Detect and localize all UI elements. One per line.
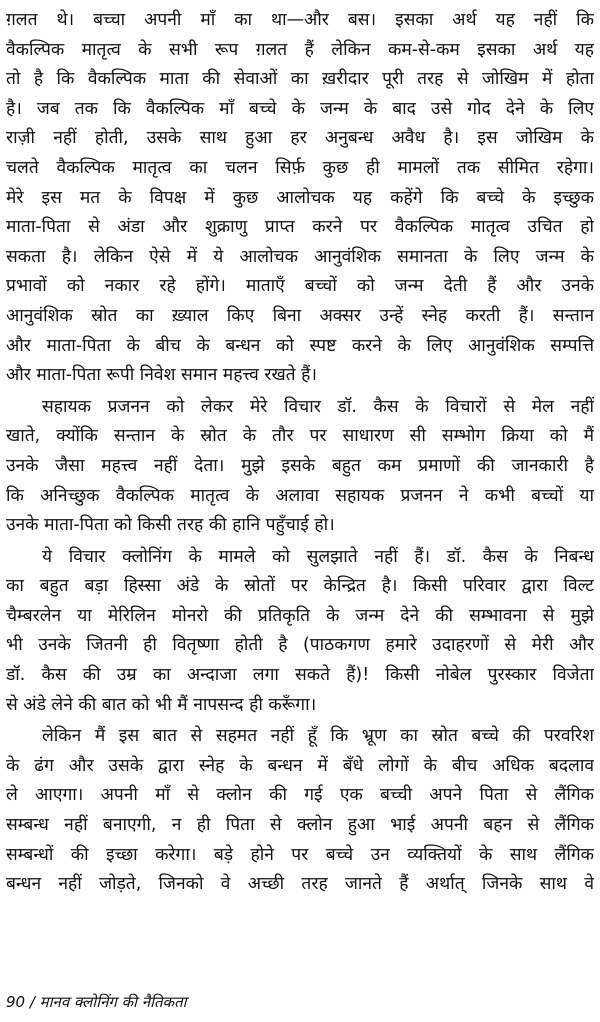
- text-line: चैम्बरलेन या मेरिलिन मोनरो की प्रतिकृति के जन्म देने की सम्भावना से मुझे: [6, 605, 594, 626]
- text-line: उनके माता-पिता को किसी तरह की हानि पहुँचाई हो।: [6, 515, 335, 536]
- text-line: सम्बन्ध नहीं बनाएगी, न ही पिता से क्लोन हुआ भाई अपनी बहन से लैंगिक: [6, 815, 594, 836]
- paragraph-3: [6, 543, 594, 721]
- paragraph-2: [6, 393, 594, 541]
- body-text: [6, 6, 594, 900]
- text-line: वैकल्पिक मातृत्व के सभी रूप ग़लत हैं लेकिन कम-से-कम इसका अर्थ यह: [6, 39, 594, 60]
- text-line: लेकिन मैं इस बात से सहमत नहीं हूँ कि भ्रूण का स्रोत बच्चे की परवरिश: [42, 726, 594, 747]
- text-line: है। जब तक कि वैकल्पिक माँ बच्चे के जन्म के बाद उसे गोद देने के लिए: [6, 98, 594, 119]
- text-line: डॉ. कैस की उम्र का अन्दाजा लगा सकते हैं)! किसी नोबेल पुरस्कार विजेता: [6, 665, 594, 686]
- text-line: आनुवंशिक स्रोत का ख़्याल किए बिना अक्सर उन्हें स्नेह करती हैं। सन्तान: [6, 305, 594, 326]
- text-line: प्रभावों को नकार रहे होंगे। माताएँ बच्चों को जन्म देती हैं और उनके: [6, 276, 594, 297]
- text-line: से अंडे लेने की बात को भी मैं नापसन्द ही करूँगा।: [6, 694, 317, 715]
- text-line: खाते, क्योंकि सन्तान के स्रोत के तौर पर साधारण सी सम्भोग क्रिया को मैं: [6, 426, 594, 447]
- text-line: ले आएगा। अपनी माँ से क्लोन की गई एक बच्ची अपने पिता से लैंगिक: [6, 785, 594, 806]
- text-line: कि अनिच्छुक वैकल्पिक मातृत्व के अलावा सहायक प्रजनन ने कभी बच्चों या: [6, 485, 594, 506]
- text-line: के ढंग और उसके द्वारा स्नेह के बन्धन में बँधे लोगों के बीच अधिक बदलाव: [6, 755, 594, 776]
- text-line: भी उनके जितनी ही वितृष्णा होती है (पाठकगण हमारे उदाहरणों से मेरी और: [6, 635, 594, 656]
- text-line: मेरे इस मत के विपक्ष में कुछ आलोचक यह कहेंगे कि बच्चे के इच्छुक: [6, 187, 594, 208]
- text-line: ये विचार क्लोनिंग के मामले को सुलझाते नहीं हैं। डॉ. कैस के निबन्ध: [42, 546, 594, 567]
- text-line: का बहुत बड़ा हिस्सा अंडे के स्रोतों पर केन्द्रित है। किसी परिवार द्वारा विल्ट: [6, 576, 594, 597]
- text-line: तो है कि वैकल्पिक माता की सेवाओं का ख़रीदार पूरी तरह से जोखिम में होता: [6, 69, 594, 90]
- text-line: माता-पिता से अंडा और शुक्राणु प्राप्त करने पर वैकल्पिक मातृत्व उचित हो: [6, 217, 594, 238]
- text-line: ग़लत थे। बच्चा अपनी माँ का था—और बस। इसका अर्थ यह नहीं कि: [6, 10, 594, 30]
- text-line: सहायक प्रजनन को लेकर मेरे विचार डॉ. कैस के विचारों से मेल नहीं: [42, 396, 594, 417]
- text-line: चलते वैकल्पिक मातृत्व का चलन सिर्फ़ कुछ ही मामलों तक सीमित रहेगा।: [6, 157, 594, 178]
- paragraph-4: [6, 722, 594, 900]
- page-footer: 90 / मानव क्लोनिंग की नैतिकता: [6, 993, 187, 1011]
- text-line: राज़ी नहीं होती, उसके साथ हुआ हर अनुबन्ध अवैध है। इस जोखिम के: [6, 128, 594, 149]
- text-line: और माता-पिता के बीच के बन्धन को स्पष्ट करने के लिए आनुवंशिक सम्पत्ति: [6, 335, 594, 356]
- paragraph-1: [6, 6, 594, 391]
- text-line: सकता है। लेकिन ऐसे में ये आलोचक आनुवंशिक समानता के लिए जन्म के: [6, 246, 594, 267]
- text-line: उनके जैसा महत्त्व नहीं देता। मुझे इसके बहुत कम प्रमाणों की जानकारी है: [6, 455, 594, 476]
- text-line: सम्बन्धों की इच्छा करेगा। बड़े होने पर बच्चे उन व्यक्तियों के साथ लैंगिक: [6, 844, 594, 865]
- text-line: बन्धन नहीं जोड़ते, जिनको वे अच्छी तरह जानते हैं अर्थात् जिनके साथ वे: [6, 874, 594, 895]
- text-line: और माता-पिता रूपी निवेश समान महत्त्व रखते हैं।: [6, 365, 317, 386]
